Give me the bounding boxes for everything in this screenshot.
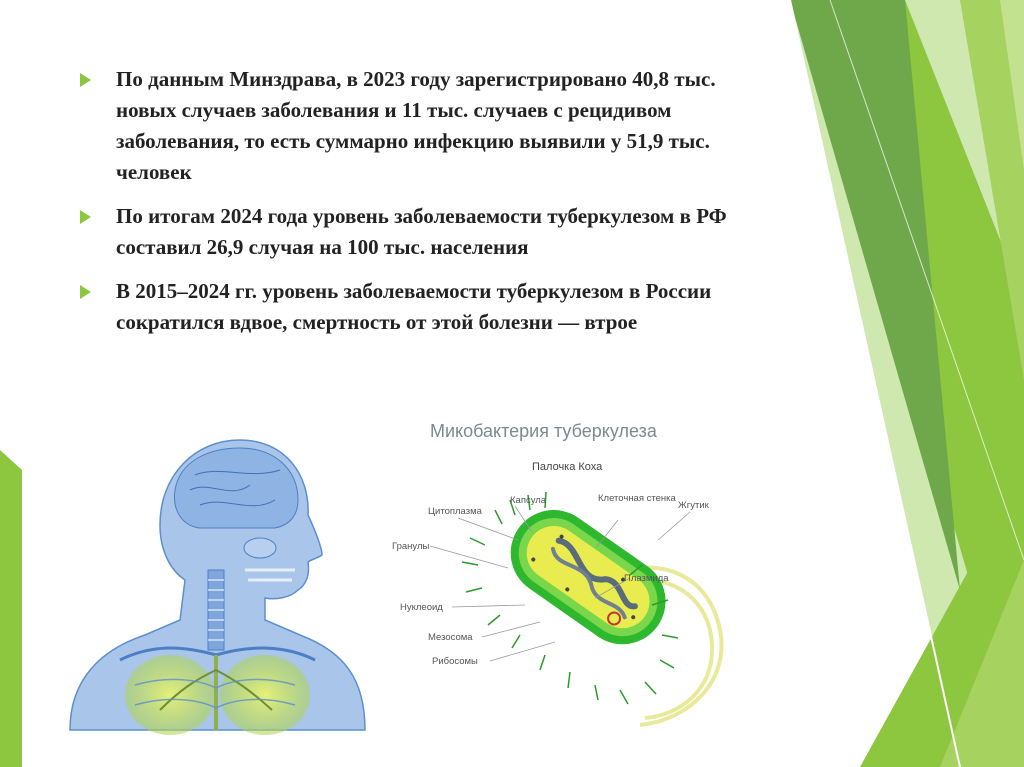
bullet-item: [78, 64, 758, 188]
bullet-text: По данным Минздрава, в 2023 году зарегистрировано 40,8 тыс. новых случаев заболевания и 11 тыс. случаев с рецидивом заболевания, то есть суммарно инфекцию выявили у 51,9 тыс. человек: [116, 67, 716, 184]
diagram-title: Микобактерия туберкулеза: [430, 421, 657, 441]
bullet-text: В 2015–2024 гг. уровень заболеваемости туберкулезом в России сократился вдвое, смертность от этой болезни — втрое: [116, 279, 712, 334]
label-ribosomes: Рибосомы: [432, 656, 478, 667]
label-nucleoid: Нуклеоид: [400, 602, 443, 613]
label-flagellum: Жгутик: [678, 500, 709, 511]
bullet-arrow-icon: [80, 210, 91, 224]
label-cytoplasm: Цитоплазма: [428, 506, 482, 517]
label-plasmid: Плазмида: [624, 573, 669, 584]
bullet-text: По итогам 2024 года уровень заболеваемости туберкулезом в РФ составил 26,9 случая на 100 тыс. населения: [116, 204, 727, 259]
bacterium-diagram: [390, 410, 770, 740]
bullet-list: [78, 64, 758, 351]
diagram-subtitle: Палочка Коха: [532, 461, 603, 473]
human-anatomy-illustration: [60, 430, 380, 740]
label-cell-wall: [598, 493, 677, 504]
label-granules: Гранулы: [392, 541, 430, 552]
bullet-arrow-icon: [80, 285, 91, 299]
bullet-item: [78, 276, 758, 338]
label-cell-wall-text: Клеточная стенка: [598, 493, 676, 504]
bullet-item: [78, 201, 758, 263]
label-mesosome: Мезосома: [428, 632, 473, 643]
label-capsule: Капсула: [510, 495, 547, 506]
bullet-arrow-icon: [80, 73, 91, 87]
